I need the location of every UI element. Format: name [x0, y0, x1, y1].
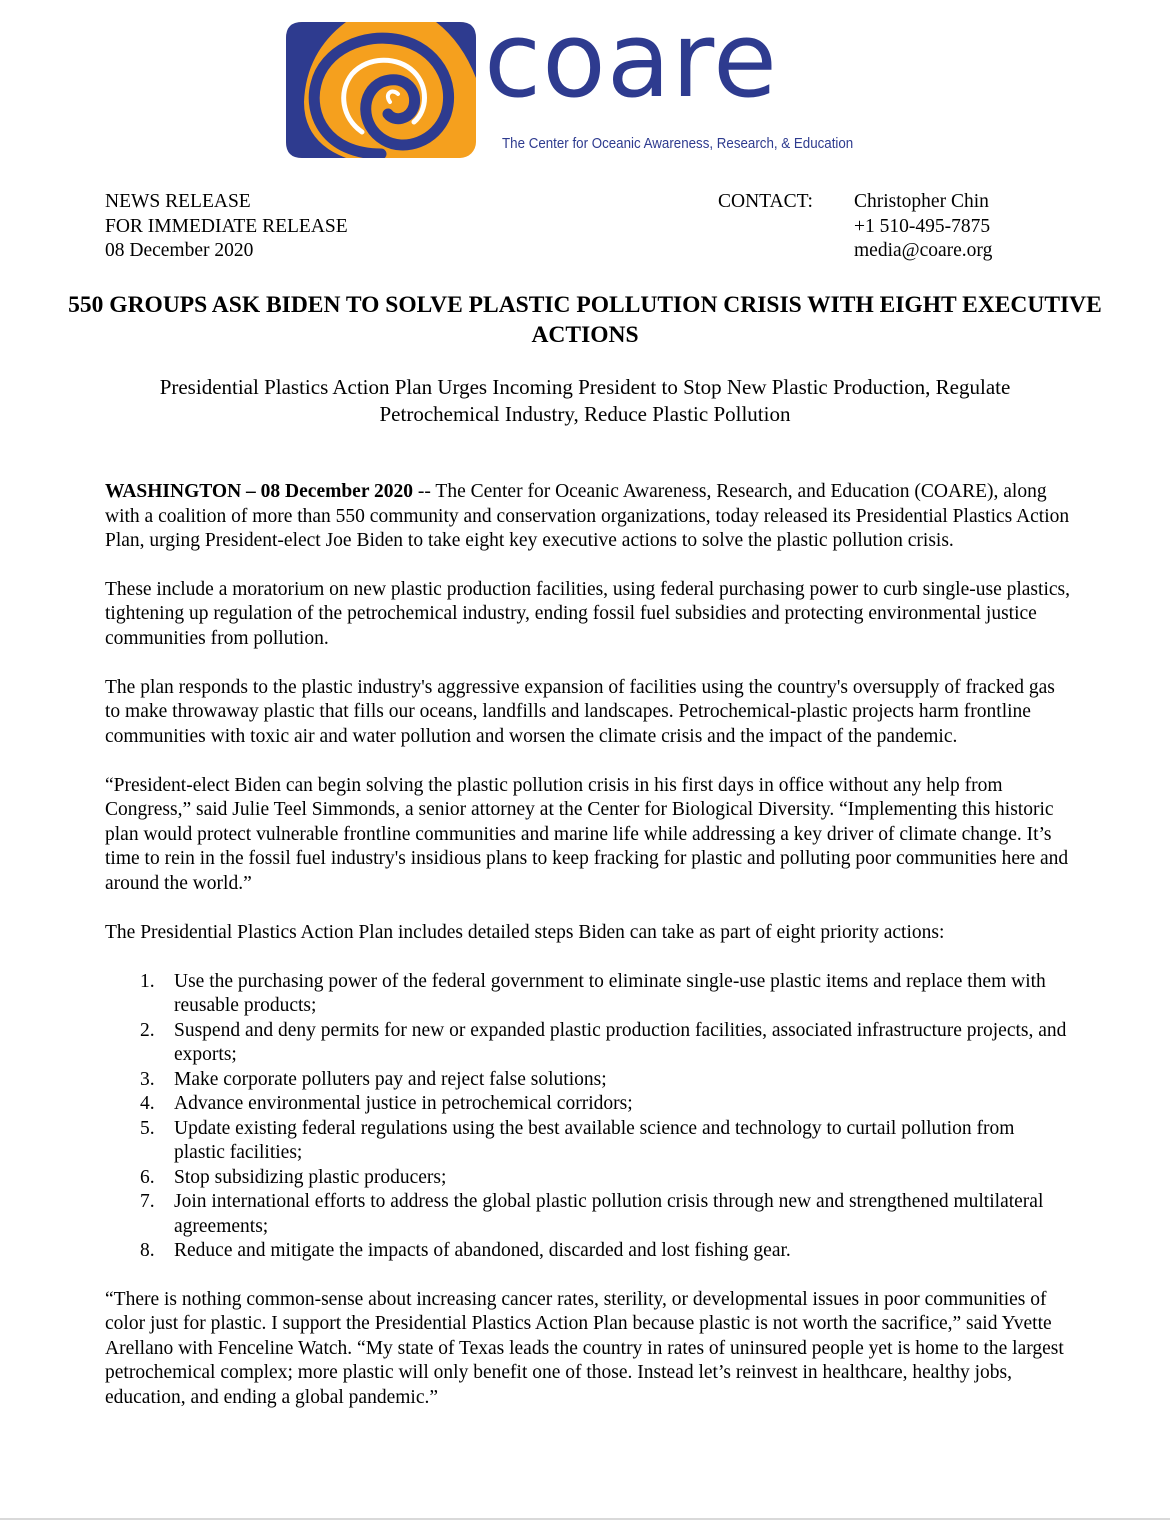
contact-email[interactable]: media@coare.org — [854, 240, 993, 261]
release-info — [105, 190, 348, 264]
list-number: 1. — [140, 970, 155, 992]
paragraph: These include a moratorium on new plastic production facilities, using federal purchasing power to curb single-use plastics, tightening up regulation of the petrochemical industry, ending fossil fuel subsidies and protecting environmental justice communities from pollution. — [105, 578, 1070, 649]
list-number: 2. — [140, 1019, 155, 1041]
list-text: Advance environmental justice in petrochemical corridors; — [174, 1093, 633, 1114]
headline: 550 GROUPS ASK BIDEN TO SOLVE PLASTIC POLLUTION CRISIS WITH EIGHT EXECUTIVE ACTIONS — [68, 292, 1102, 348]
paragraph-quote: “President-elect Biden can begin solving the plastic pollution crisis in his first days in office without any help from Congress,” said Julie Teel Simmonds, a senior attorney at the Center for Biological Diversity. “Implementing this historic plan would protect vulnerable frontline communities and marine life while addressing a key driver of climate change. It’s time to rein in the fossil fuel industry's insidious plans to keep fracking for plastic and polluting poor communities here and around the world.” — [105, 774, 1069, 894]
priority-actions-list — [105, 970, 1070, 1264]
logo-tagline: The Center for Oceanic Awareness, Research, & Education — [502, 136, 854, 152]
release-type: NEWS RELEASE — [105, 191, 251, 212]
subheadline: Presidential Plastics Action Plan Urges Incoming President to Stop New Plastic Production, Regulate Petrochemical Industry, Reduce Plastic Pollution — [159, 375, 1011, 426]
list-item — [105, 1117, 1070, 1166]
dateline: WASHINGTON – 08 December 2020 — [105, 481, 414, 502]
list-text: Join international efforts to address the global plastic pollution crisis through new and strengthened multilateral agreements; — [174, 1191, 1044, 1237]
contact-info — [854, 190, 992, 264]
list-item — [105, 1092, 1070, 1117]
release-timing: FOR IMMEDIATE RELEASE — [105, 215, 348, 237]
coare-logo — [286, 0, 854, 162]
list-number: 6. — [140, 1166, 155, 1188]
list-text: Update existing federal regulations using the best available science and technology to curtail pollution from plastic facilities; — [174, 1117, 1015, 1163]
list-text: Stop subsidizing plastic producers; — [174, 1166, 447, 1188]
article-body — [105, 480, 1070, 1435]
paragraph-quote: “There is nothing common-sense about increasing cancer rates, sterility, or developmental issues in poor communities of color just for plastic. I support the Presidential Plastics Action Plan because plastic is not worth the sacrifice,” said Yvette Arellano with Fenceline Watch. “My state of Texas leads the country in rates of uninsured people yet is home to the largest petrochemical complex; more plastic will only benefit one of those. Instead let’s reinvest in healthcare, healthy jobs, education, and ending a global pandemic.” — [105, 1288, 1064, 1408]
list-number: 8. — [140, 1240, 155, 1261]
list-item — [105, 1166, 1070, 1191]
list-item — [105, 1239, 1070, 1264]
paragraph: The plan responds to the plastic industry's aggressive expansion of facilities using the country's oversupply of fracked gas to make throwaway plastic that fills our oceans, landfills and landscapes. Petrochemical-plastic projects harm frontline communities with toxic air and water pollution and worsen the climate crisis and the impact of the pandemic. — [105, 676, 1055, 747]
list-number: 3. — [140, 1068, 155, 1090]
page-bottom-divider — [0, 1518, 1170, 1520]
list-text: Make corporate polluters pay and reject false solutions; — [174, 1068, 607, 1090]
list-number: 5. — [140, 1117, 155, 1139]
logo-wordmark: coare — [484, 0, 778, 121]
contact-phone: +1 510-495-7875 — [854, 215, 991, 237]
paragraph-lead-text: -- The Center for Oceanic Awareness, Research, and Education (COARE), along with a coalition of more than 550 community and conservation organizations, today released its Presidential Plastics Action Plan, urging President-elect Joe Biden to take eight key executive actions to solve the plastic pollution crisis. — [105, 481, 1070, 551]
list-item — [105, 1190, 1070, 1239]
list-item — [105, 1068, 1070, 1093]
release-date: 08 December 2020 — [105, 240, 254, 261]
list-text: Suspend and deny permits for new or expanded plastic production facilities, associated infrastructure projects, and exports; — [174, 1019, 1067, 1065]
spiral-wave-logo-icon — [286, 22, 476, 158]
list-item — [105, 970, 1070, 1019]
list-text: Reduce and mitigate the impacts of abandoned, discarded and lost fishing gear. — [174, 1240, 791, 1261]
list-number: 4. — [140, 1093, 155, 1114]
paragraph: The Presidential Plastics Action Plan includes detailed steps Biden can take as part of eight priority actions: — [105, 921, 945, 943]
contact-label: CONTACT: — [718, 191, 813, 212]
list-number: 7. — [140, 1191, 155, 1212]
list-item — [105, 1019, 1070, 1068]
paragraph-lead — [105, 480, 1070, 554]
contact-name: Christopher Chin — [854, 191, 989, 212]
list-text: Use the purchasing power of the federal government to eliminate single-use plastic items and replace them with reusable products; — [174, 970, 1046, 1016]
